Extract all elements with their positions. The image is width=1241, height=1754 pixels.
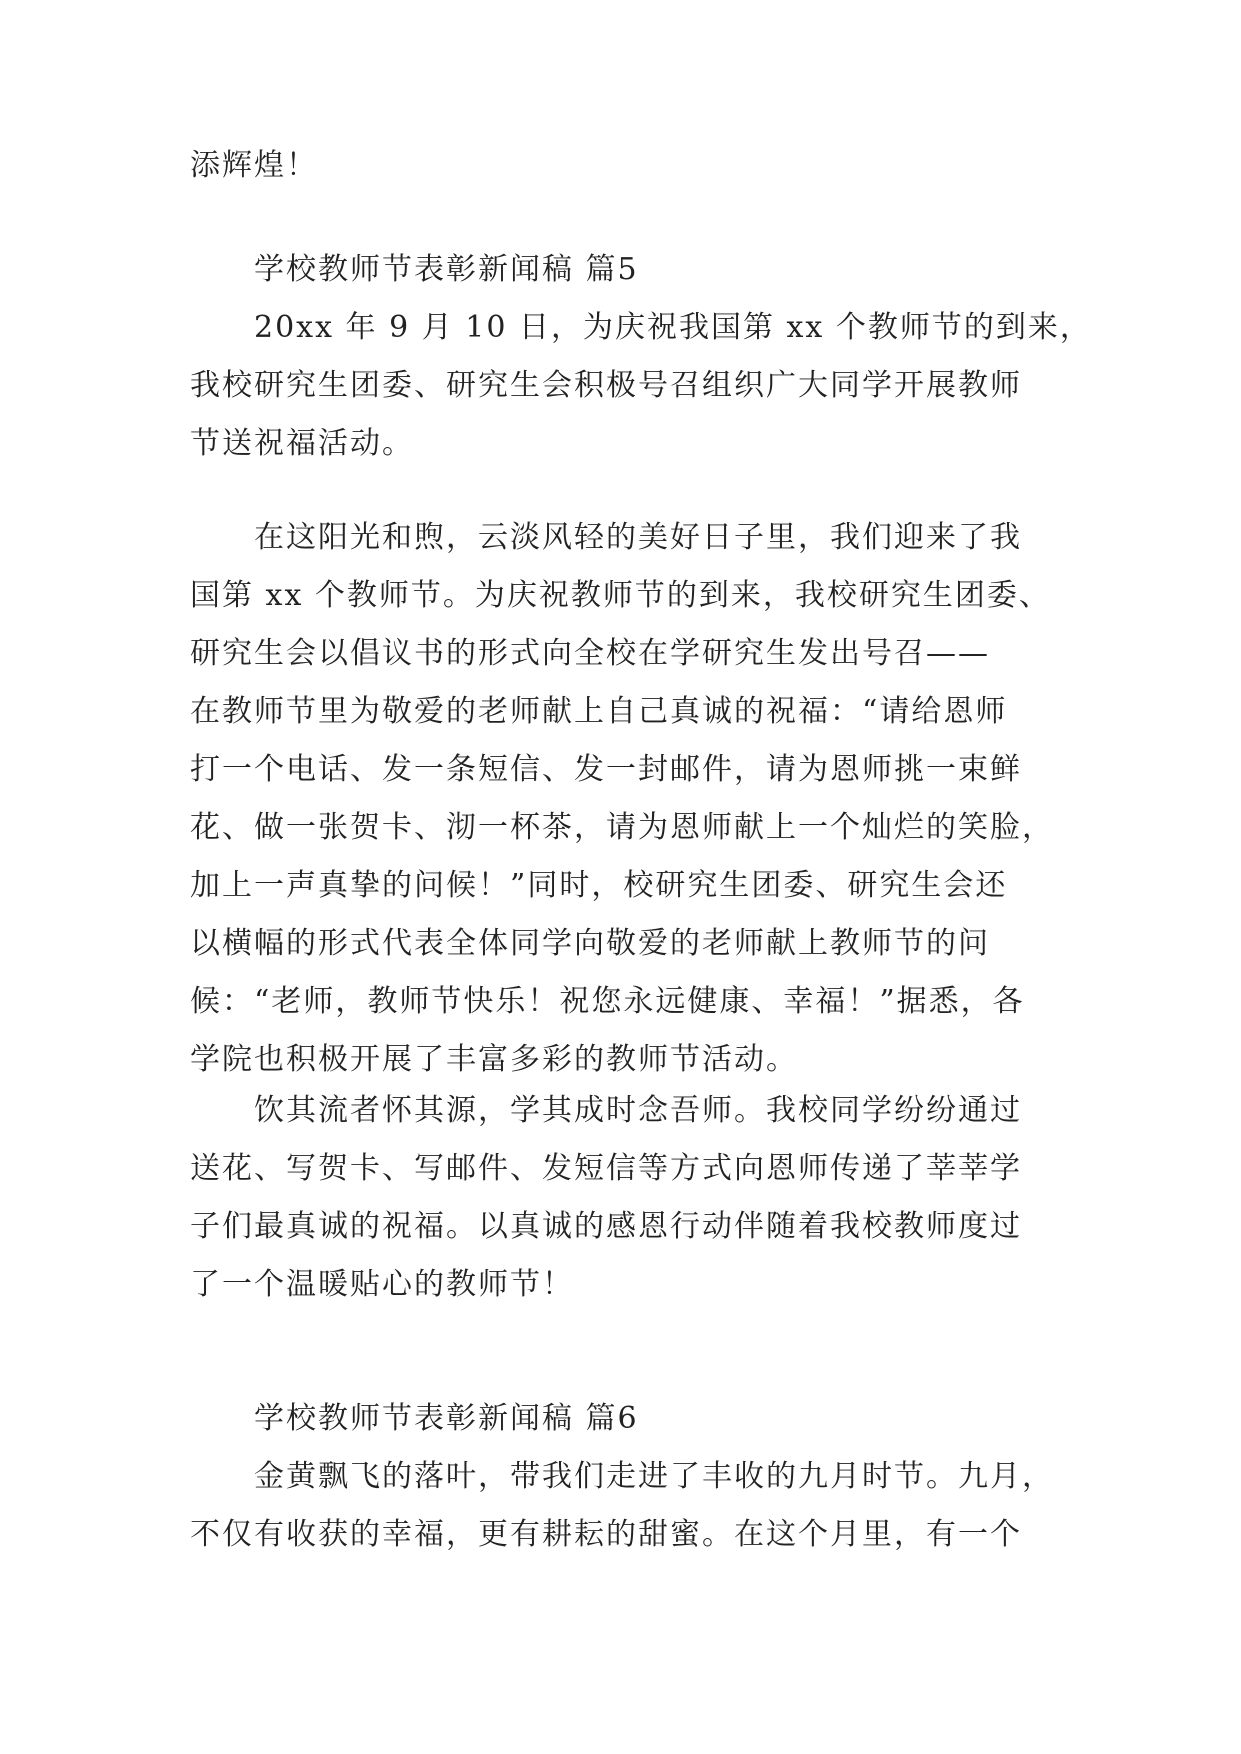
text-line: 我校研究生团委、研究生会积极号召组织广大同学开展教师	[190, 368, 1022, 403]
text-line: 了一个温暖贴心的教师节！	[190, 1267, 574, 1302]
text-line: 花、做一张贺卡、沏一杯茶，请为恩师献上一个灿烂的笑脸，	[190, 810, 1054, 845]
text-line: 在教师节里为敬爱的老师献上自己真诚的祝福：“请给恩师	[190, 694, 1008, 729]
text-line: 送花、写贺卡、写邮件、发短信等方式向恩师传递了莘莘学	[190, 1151, 1022, 1186]
text-line: 加上一声真挚的问候！”同时，校研究生团委、研究生会还	[190, 868, 1008, 903]
text-line: 候：“老师，教师节快乐！祝您永远健康、幸福！”据悉，各	[190, 984, 1025, 1019]
text-line: 20xx 年 9 月 10 日，为庆祝我国第 xx 个教师节的到来，	[254, 310, 1092, 345]
text-line: 节送祝福活动。	[190, 426, 414, 461]
text-line: 金黄飘飞的落叶，带我们走进了丰收的九月时节。九月，	[254, 1459, 1054, 1494]
continuation-text	[190, 137, 1070, 195]
text-line: 子们最真诚的祝福。以真诚的感恩行动伴随着我校教师度过	[190, 1209, 1022, 1244]
section-5-heading: 学校教师节表彰新闻稿 篇5	[254, 252, 639, 287]
section-6-paragraph-1	[190, 1448, 1070, 1564]
text-line: 国第 xx 个教师节。为庆祝教师节的到来，我校研究生团委、	[190, 578, 1051, 613]
text-line: 研究生会以倡议书的形式向全校在学研究生发出号召——	[190, 636, 990, 671]
section-5-paragraph-2	[190, 509, 1070, 1089]
text-line: 学院也积极开展了丰富多彩的教师节活动。	[190, 1042, 798, 1077]
text-line: 在这阳光和煦，云淡风轻的美好日子里，我们迎来了我	[254, 520, 1022, 555]
text-line: 不仅有收获的幸福，更有耕耘的甜蜜。在这个月里，有一个	[190, 1517, 1022, 1552]
section-6-heading: 学校教师节表彰新闻稿 篇6	[254, 1401, 639, 1436]
text-line: 饮其流者怀其源，学其成时念吾师。我校同学纷纷通过	[254, 1093, 1022, 1128]
section-5-paragraph-1	[190, 299, 1092, 473]
text-line: 添辉煌！	[190, 148, 318, 183]
text-line: 打一个电话、发一条短信、发一封邮件，请为恩师挑一束鲜	[190, 752, 1022, 787]
section-5-paragraph-3	[190, 1082, 1070, 1314]
text-line: 以横幅的形式代表全体同学向敬爱的老师献上教师节的问	[190, 926, 990, 961]
